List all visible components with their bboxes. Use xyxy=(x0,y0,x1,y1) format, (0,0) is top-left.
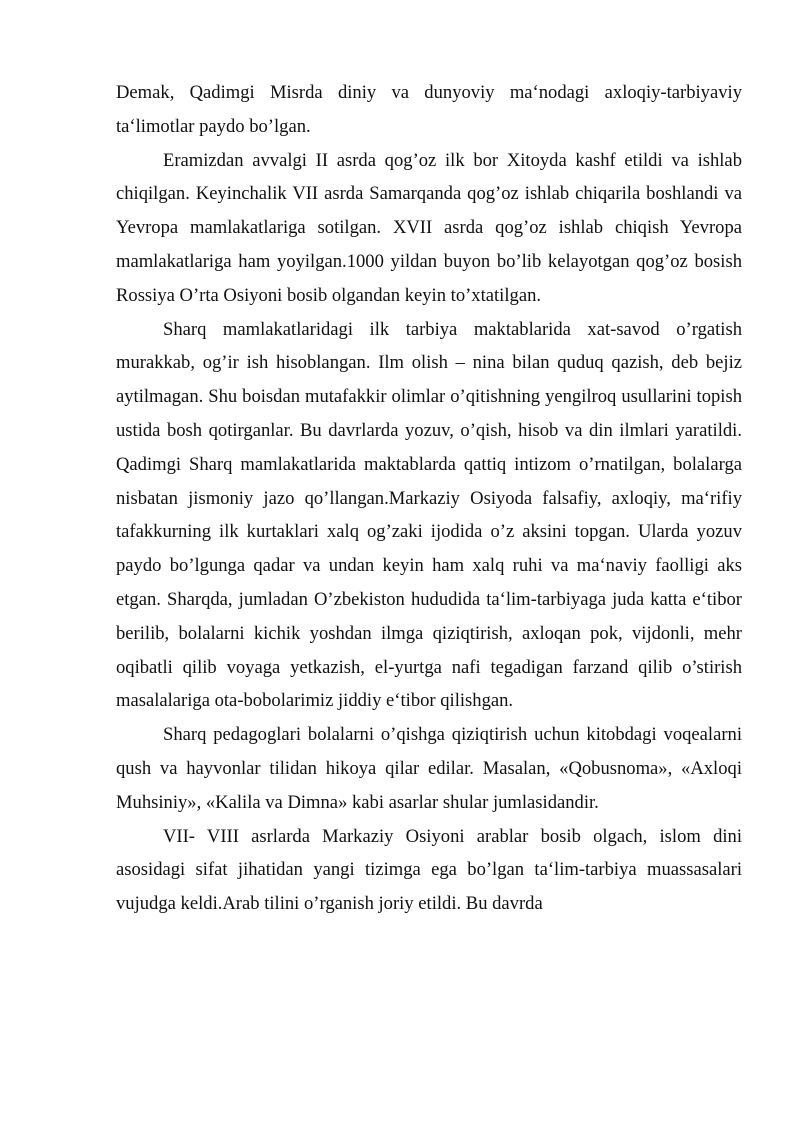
paragraph-eastern-pedagogues: Sharq pedagoglari bolalarni o’qishga qiziqtirish uchun kitobdagi voqealarni qush va hayvonlar tilidan hikoya qilar edilar. Masalan, «Qobusnoma», «Axloqi Muhsiniy», «Kalila va Dimna» kabi asarlar shular jumlasidandir. xyxy=(116,724,742,813)
paragraph-eastern-schools: Sharq mamlakatlaridagi ilk tarbiya maktablarida xat-savod o’rgatish murakkab, og’ir ish hisoblangan. Ilm olish – nina bilan quduq qazish, deb bejiz aytilmagan. Shu boisdan mutafakkir olimlar o’qitishning yengilroq usullarini topish ustida bosh qotirganlar. Bu davrlarda yozuv, o’qish, hisob va din ilmlari yaratildi. Qadimgi Sharq mamlakatlarida maktablarda qattiq intizom o’rnatilgan, bolalarga nisbatan jismoniy jazo qo’llangan.Markaziy Osiyoda falsafiy, axloqiy, maʻrifiy tafakkurning ilk kurtaklari xalq og’zaki ijodida o’z aksini topgan. Ularda yozuv paydo bo’lgunga qadar va undan keyin ham xalq ruhi va maʻnaviy faolligi aks etgan. Sharqda, jumladan O’zbekiston hududida taʻlim-tarbiyaga juda katta eʻtibor berilib, bolalarni kichik yoshdan ilmga qiziqtirish, axloqan pok, vijdonli, mehr oqibatli qilib voyaga yetkazish, el-yurtga nafi tegadigan farzand qilib o’stirish masalalariga ota-bobolarimiz jiddiy eʻtibor qilishgan. xyxy=(116,318,742,712)
paragraph-arab-conquest: VII- VIII asrlarda Markaziy Osiyoni arablar bosib olgach, islom dini asosidagi sifat jihatidan yangi tizimga ega bo’lgan taʻlim-tarbiya muassasalari vujudga keldi.Arab tilini o’rganish joriy etildi. Bu davrda xyxy=(116,825,742,915)
document-page xyxy=(116,76,742,921)
paragraph-continuation: Demak, Qadimgi Misrda diniy va dunyoviy maʻnodagi axloqiy-tarbiyaviy taʻlimotlar paydo bo’lgan. xyxy=(116,82,742,137)
paragraph-paper-history: Eramizdan avvalgi II asrda qog’oz ilk bor Xitoyda kashf etildi va ishlab chiqilgan. Keyinchalik VII asrda Samarqanda qog’oz ishlab chiqarila boshlandi va Yevropa mamlakatlariga sotilgan. XVII asrda qog’oz ishlab chiqish Yevropa mamlakatlariga ham yoyilgan.1000 yildan buyon bo’lib kelayotgan qog’oz bosish Rossiya O’rta Osiyoni bosib olgandan keyin to’xtatilgan. xyxy=(116,149,742,306)
